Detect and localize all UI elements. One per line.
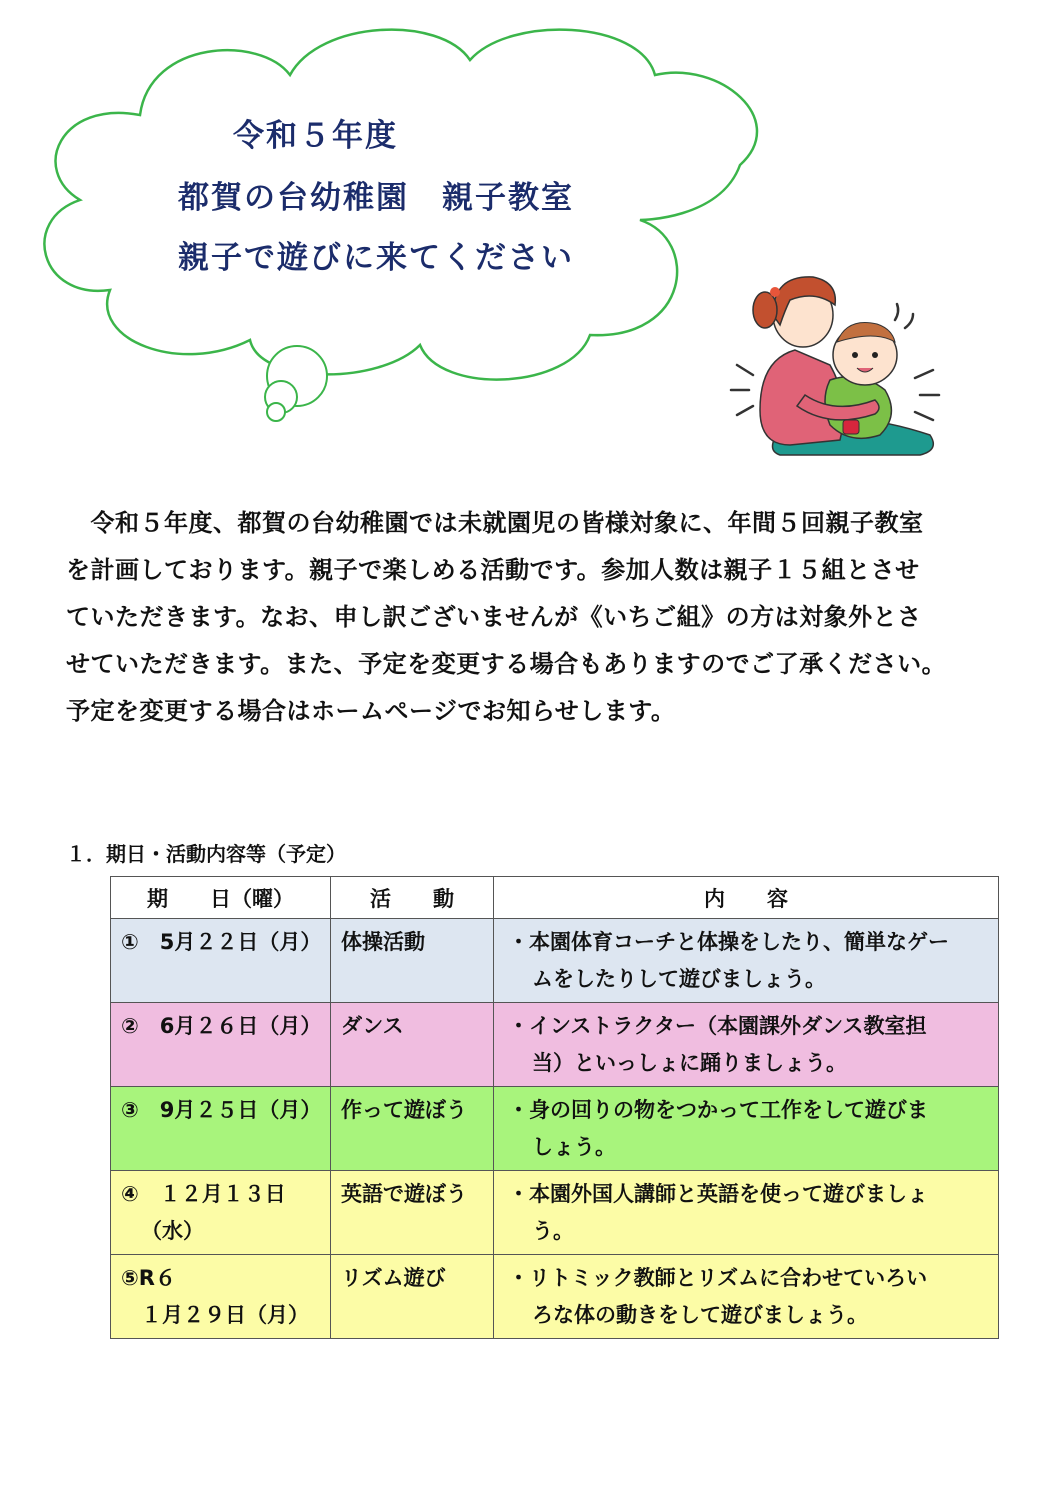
intro-line: せていただきます。また、予定を変更する場合もありますのでご了承ください。 bbox=[66, 650, 947, 678]
mother-ponytail bbox=[753, 292, 777, 328]
table-row bbox=[111, 919, 999, 1003]
content-cell bbox=[494, 1255, 999, 1339]
date-text: ③ 9月２５日（月） bbox=[121, 1098, 322, 1122]
activity-text: 作って遊ぼう bbox=[341, 1098, 467, 1122]
date-cell bbox=[111, 1171, 331, 1255]
content-text: ・本園体育コーチと体操をしたり、簡単なゲー bbox=[508, 930, 949, 954]
column-header-date: 期 日（曜） bbox=[111, 877, 331, 919]
date-text: ② 6月２６日（月） bbox=[121, 1014, 322, 1038]
date-text: １月２９日（月） bbox=[141, 1303, 309, 1327]
activity-cell bbox=[331, 919, 494, 1003]
content-cell bbox=[494, 1087, 999, 1171]
content-text: 当）といっしょに踊りましょう。 bbox=[532, 1051, 847, 1075]
baby-sock bbox=[843, 420, 859, 434]
date-text: （水） bbox=[141, 1219, 204, 1243]
mother-baby-illustration bbox=[725, 270, 955, 460]
activity-text: ダンス bbox=[341, 1014, 404, 1038]
date-text: ④ １２月１３日 bbox=[121, 1182, 286, 1206]
activity-text: 英語で遊ぼう bbox=[341, 1182, 467, 1206]
table-row bbox=[111, 1171, 999, 1255]
content-text: ・身の回りの物をつかって工作をして遊びま bbox=[508, 1098, 928, 1122]
activity-text: 体操活動 bbox=[341, 930, 425, 954]
content-cell bbox=[494, 1171, 999, 1255]
column-header-activity: 活 動 bbox=[331, 877, 494, 919]
intro-line: ていただきます。なお、申し訳ございませんが《いちご組》の方は対象外とさ bbox=[66, 603, 922, 631]
title-line-1: 令和５年度 bbox=[233, 118, 398, 154]
content-text: しょう。 bbox=[532, 1135, 616, 1159]
content-text: ・インストラクター（本園課外ダンス教室担 bbox=[508, 1014, 927, 1038]
intro-paragraph bbox=[66, 500, 1006, 735]
content-cell bbox=[494, 919, 999, 1003]
activity-cell bbox=[331, 1255, 494, 1339]
title-line-2: 都賀の台幼稚園 親子教室 bbox=[178, 180, 574, 216]
content-text: ・本園外国人講師と英語を使って遊びましょ bbox=[508, 1182, 928, 1206]
date-cell bbox=[111, 1255, 331, 1339]
column-header-content: 内 容 bbox=[494, 877, 999, 919]
date-cell bbox=[111, 1087, 331, 1171]
content-text: ムをしたりして遊びましょう。 bbox=[532, 967, 826, 991]
table-row bbox=[111, 1087, 999, 1171]
activity-cell bbox=[331, 1087, 494, 1171]
date-cell bbox=[111, 1003, 331, 1087]
content-text: ろな体の動きをして遊びましょう。 bbox=[532, 1303, 868, 1327]
schedule-heading: １．期日・活動内容等（予定） bbox=[66, 842, 346, 866]
table-row bbox=[111, 1003, 999, 1087]
title-line-3: 親子で遊びに来てください bbox=[178, 240, 574, 276]
content-text: う。 bbox=[532, 1219, 574, 1243]
activity-cell bbox=[331, 1171, 494, 1255]
activity-text: リズム遊び bbox=[341, 1266, 446, 1290]
activity-cell bbox=[331, 1003, 494, 1087]
cloud-bubble-small bbox=[267, 403, 285, 421]
date-text: ① 5月２２日（月） bbox=[121, 930, 322, 954]
table-row bbox=[111, 1255, 999, 1339]
content-text: ・リトミック教師とリズムに合わせていろい bbox=[508, 1266, 928, 1290]
date-text: ⑤R６ bbox=[121, 1266, 176, 1290]
intro-line: 令和５年度、都賀の台幼稚園では未就園児の皆様対象に、年間５回親子教室 bbox=[66, 509, 924, 537]
intro-line: 予定を変更する場合はホームページでお知らせします。 bbox=[66, 697, 676, 725]
schedule-table bbox=[110, 876, 999, 1339]
intro-line: を計画しております。親子で楽しめる活動です。参加人数は親子１５組とさせ bbox=[66, 556, 920, 584]
table-header-row bbox=[111, 877, 999, 919]
content-cell bbox=[494, 1003, 999, 1087]
date-cell bbox=[111, 919, 331, 1003]
